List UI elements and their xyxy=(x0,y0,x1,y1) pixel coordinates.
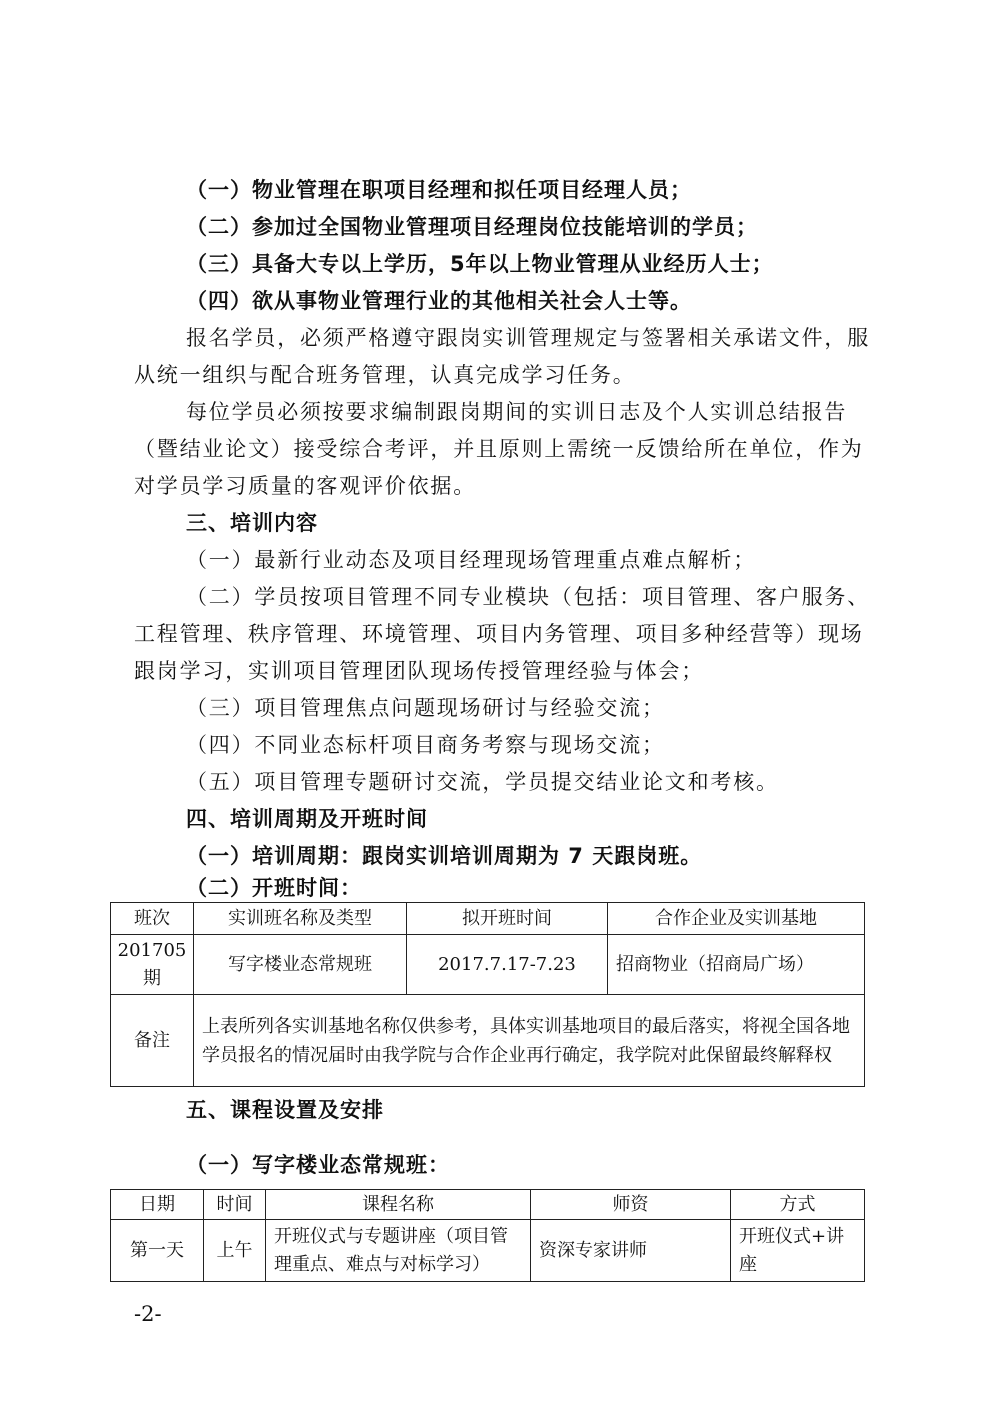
course-cell-method: 开班仪式+讲座 xyxy=(731,1220,865,1282)
course-header-name: 课程名称 xyxy=(266,1190,531,1220)
section-heading-4: 四、培训周期及开班时间 xyxy=(186,807,428,831)
schedule-cell-class: 201705期 xyxy=(111,935,194,995)
paragraph-2-line-3: 对学员学习质量的客观评价依据。 xyxy=(134,474,476,498)
schedule-header-class: 班次 xyxy=(111,903,194,935)
content-item-1: （一）最新行业动态及项目经理现场管理重点难点解析； xyxy=(186,548,756,572)
course-table xyxy=(110,1189,865,1282)
class-opening-label: （二）开班时间： xyxy=(186,876,362,900)
section-heading-5: 五、课程设置及安排 xyxy=(186,1098,384,1122)
course-cell-date: 第一天 xyxy=(111,1220,204,1282)
page-number: -2- xyxy=(134,1302,162,1326)
course-header-method: 方式 xyxy=(731,1190,865,1220)
content-item-2-line-1: （二）学员按项目管理不同专业模块（包括：项目管理、客户服务、 xyxy=(186,585,870,609)
paragraph-2-line-2: （暨结业论文）接受综合考评，并且原则上需统一反馈给所在单位，作为 xyxy=(134,437,864,461)
eligibility-item-3: （三）具备大专以上学历，5年以上物业管理从业经历人士； xyxy=(186,252,774,276)
course-subheading: （一）写字楼业态常规班： xyxy=(186,1153,450,1177)
section-heading-3: 三、培训内容 xyxy=(186,511,318,535)
content-item-5: （五）项目管理专题研讨交流，学员提交结业论文和考核。 xyxy=(186,770,779,794)
schedule-header-name: 实训班名称及类型 xyxy=(194,903,407,935)
paragraph-2-line-1: 每位学员必须按要求编制跟岗期间的实训日志及个人实训总结报告 xyxy=(186,400,848,424)
eligibility-item-1: （一）物业管理在职项目经理和拟任项目经理人员； xyxy=(186,178,692,202)
schedule-table xyxy=(110,902,865,1087)
schedule-header-time: 拟开班时间 xyxy=(407,903,608,935)
course-header-date: 日期 xyxy=(111,1190,204,1220)
schedule-cell-time: 2017.7.17-7.23 xyxy=(407,935,608,995)
content-item-2-line-2: 工程管理、秩序管理、环境管理、项目内务管理、项目多种经营等）现场 xyxy=(134,622,864,646)
schedule-note-text: 上表所列各实训基地名称仅供参考，具体实训基地项目的最后落实，将视全国各地学员报名的情况届时由我学院与合作企业再行确定，我学院对此保留最终解释权 xyxy=(194,995,865,1087)
schedule-cell-name: 写字楼业态常规班 xyxy=(194,935,407,995)
course-cell-time: 上午 xyxy=(204,1220,266,1282)
content-item-3: （三）项目管理焦点问题现场研讨与经验交流； xyxy=(186,696,665,720)
paragraph-1-line-2: 从统一组织与配合班务管理，认真完成学习任务。 xyxy=(134,363,636,387)
course-cell-teacher: 资深专家讲师 xyxy=(531,1220,731,1282)
eligibility-item-4: （四）欲从事物业管理行业的其他相关社会人士等。 xyxy=(186,289,692,313)
schedule-cell-partner: 招商物业（招商局广场） xyxy=(608,935,865,995)
content-item-2-line-3: 跟岗学习，实训项目管理团队现场传授管理经验与体会； xyxy=(134,659,704,683)
course-header-time: 时间 xyxy=(204,1190,266,1220)
course-cell-name: 开班仪式与专题讲座（项目管理重点、难点与对标学习） xyxy=(266,1220,531,1282)
paragraph-1-line-1: 报名学员，必须严格遵守跟岗实训管理规定与签署相关承诺文件，服 xyxy=(186,326,870,350)
schedule-note-label: 备注 xyxy=(111,995,194,1087)
schedule-header-partner: 合作企业及实训基地 xyxy=(608,903,865,935)
course-header-teacher: 师资 xyxy=(531,1190,731,1220)
training-period: （一）培训周期：跟岗实训培训周期为 7 天跟岗班。 xyxy=(186,844,703,868)
content-item-4: （四）不同业态标杆项目商务考察与现场交流； xyxy=(186,733,665,757)
eligibility-item-2: （二）参加过全国物业管理项目经理岗位技能培训的学员； xyxy=(186,215,758,239)
